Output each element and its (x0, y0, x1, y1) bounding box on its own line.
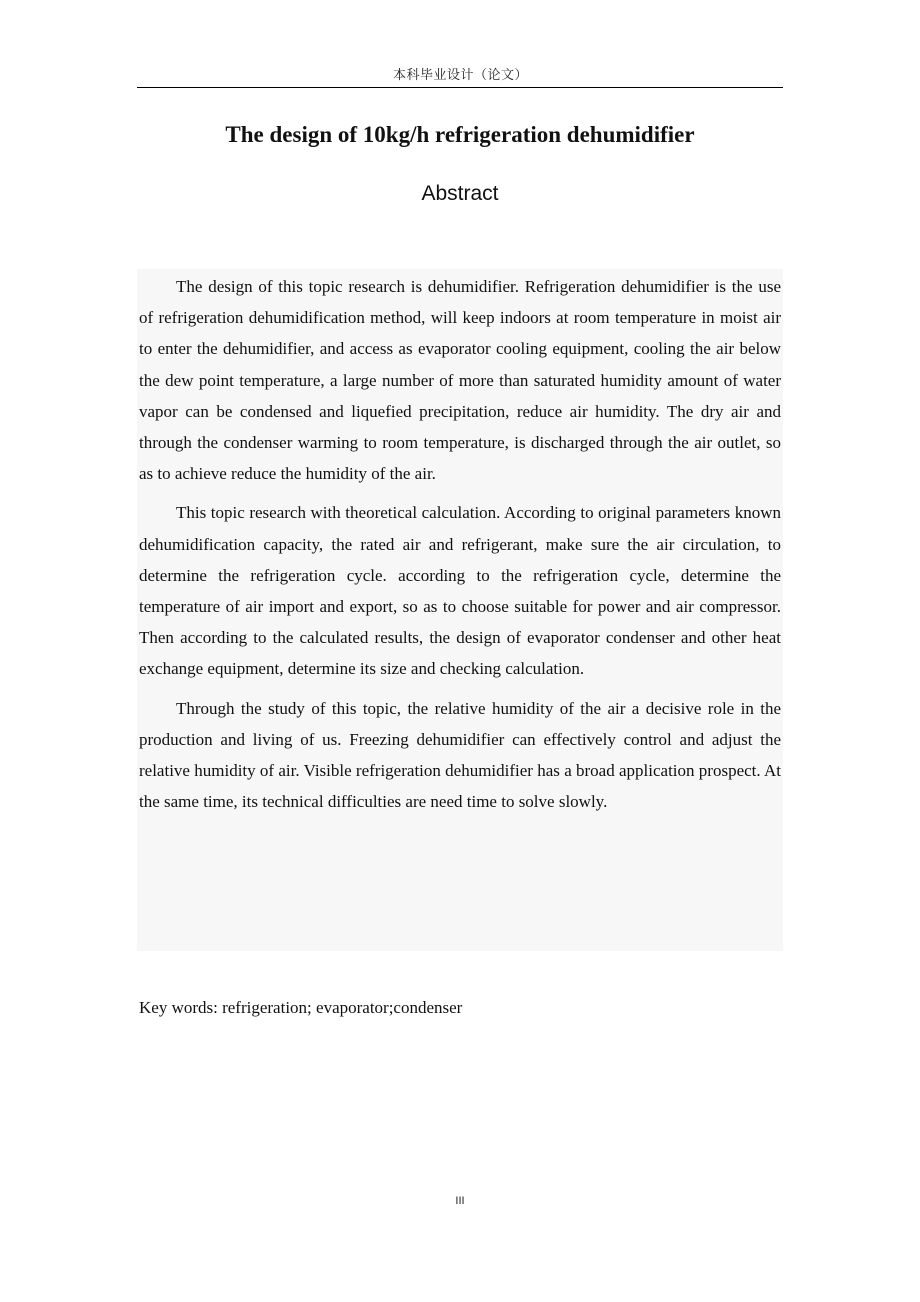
abstract-body (139, 271, 781, 825)
page-number: III (455, 1195, 465, 1207)
abstract-paragraph-2: This topic research with theoretical calculation. According to original parameters known dehumidification capacity, the rated air and refrigerant, make sure the air circulation, to determine the refrigeration cycle. according to the refrigeration cycle, determine the temperature of air import and export, so as to choose suitable for power and air compressor. Then according to the calculated results, the design of evaporator condenser and other heat exchange equipment, determine its size and checking calculation. (139, 503, 781, 679)
document-title: The design of 10kg/h refrigeration dehumidifier (225, 122, 695, 147)
keywords: Key words: refrigeration; evaporator;condenser (139, 998, 463, 1017)
abstract-paragraph-1: The design of this topic research is dehumidifier. Refrigeration dehumidifier is the use of refrigeration dehumidification method, will keep indoors at room temperature in moist air to enter the dehumidifier, and access as evaporator cooling equipment, cooling the air below the dew point temperature, a large number of more than saturated humidity amount of water vapor can be condensed and liquefied precipitation, reduce air humidity. The dry air and through the condenser warming to room temperature, is discharged through the air outlet, so as to achieve reduce the humidity of the air. (139, 277, 781, 484)
running-header: 本科毕业设计（论文） (392, 67, 528, 82)
abstract-paragraph-3: Through the study of this topic, the relative humidity of the air a decisive role in the production and living of us. Freezing dehumidifier can effectively control and adjust the relative humidity of air. Visible refrigeration dehumidifier has a broad application prospect. At the same time, its technical difficulties are need time to solve slowly. (139, 698, 781, 812)
abstract-heading: Abstract (421, 182, 499, 205)
header-rule (137, 87, 783, 88)
